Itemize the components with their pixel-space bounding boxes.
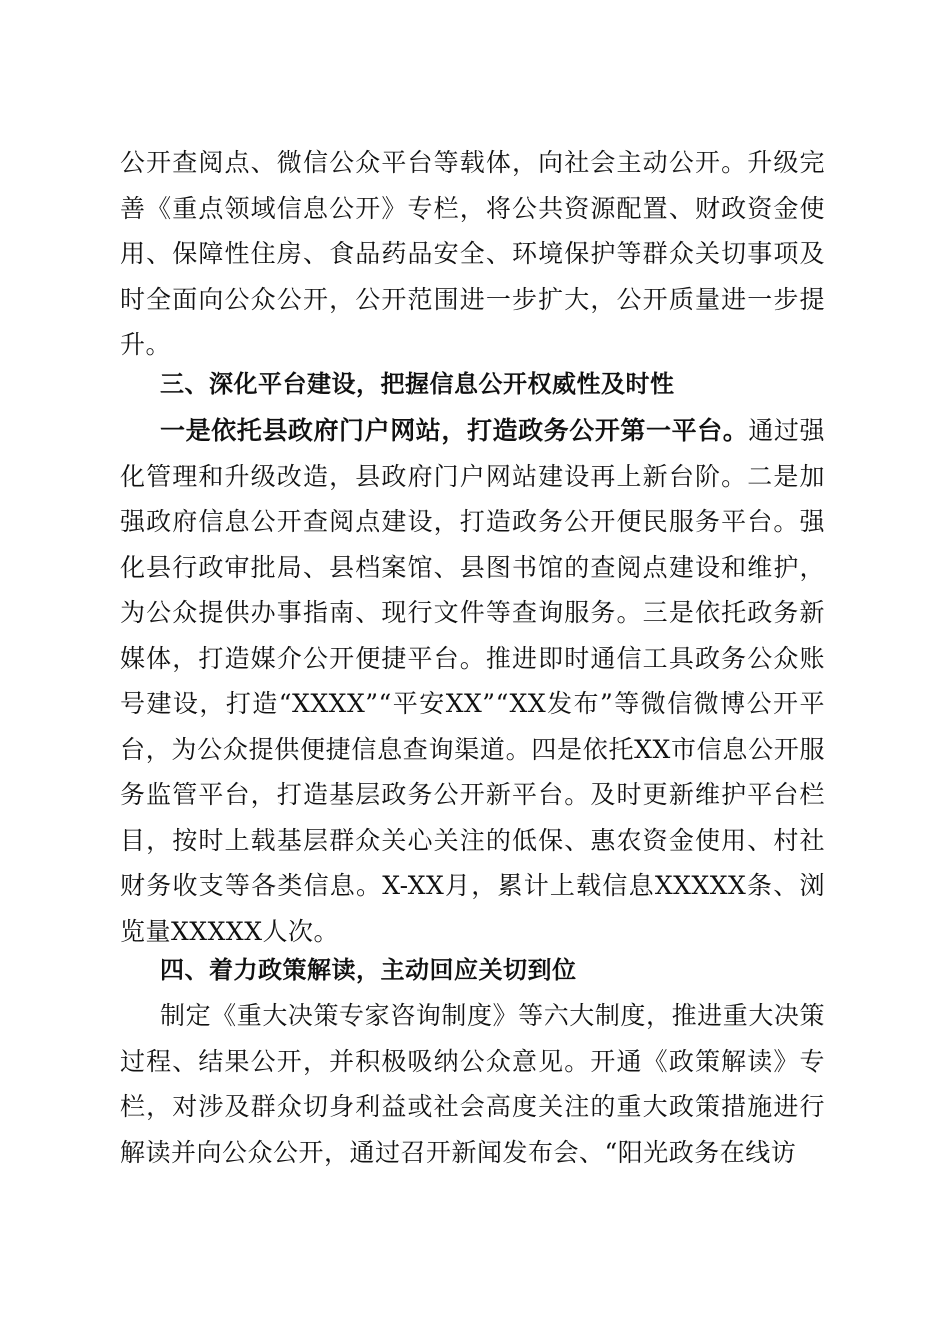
paragraph-lead-bold: 一是依托县政府门户网站，打造政务公开第一平台。 xyxy=(160,416,749,445)
paragraph-body: 通过强化管理和升级改造，县政府门户网站建设再上新台阶。二是加强政府信息公开查阅点建设，打造政务公开便民服务平台。强化县行政审批局、县档案馆、县图书馆的查阅点建设和维护，为公众提供办事指南、现行文件等查询服务。三是依托政务新媒体，打造媒介公开便捷平台。推进即时通信工具政务公众账号建设，打造“XXXX”“平安XX”“XX发布”等微信微博公开平台，为公众提供便捷信息查询渠道。四是依托XX市信息公开服务监管平台，打造基层政务公开新平台。及时更新维护平台栏目，按时上载基层群众关心关注的低保、惠农资金使用、村社财务收支等各类信息。X-XX月，累计上载信息XXXXX条、浏览量XXXXX人次。 xyxy=(120,416,825,946)
paragraph-continued: 公开查阅点、微信公众平台等载体，向社会主动公开。升级完善《重点领域信息公开》专栏，将公共资源配置、财政资金使用、保障性住房、食品药品安全、环境保护等群众关切事项及时全面向公众公开，公开范围进一步扩大，公开质量进一步提升。 xyxy=(120,148,825,359)
section-heading-3: 三、深化平台建设，把握信息公开权威性及时性 xyxy=(160,370,675,398)
paragraph-policy-interpretation: 制定《重大决策专家咨询制度》等六大制度，推进重大决策过程、结果公开，并积极吸纳公众意见。开通《政策解读》专栏，对涉及群众切身利益或社会高度关注的重大政策措施进行解读并向公众公开，通过召开新闻发布会、“阳光政务在线访 xyxy=(120,1001,825,1167)
paragraph-platform-building xyxy=(120,408,825,954)
section-heading-4: 四、着力政策解读，主动回应关切到位 xyxy=(160,956,577,984)
